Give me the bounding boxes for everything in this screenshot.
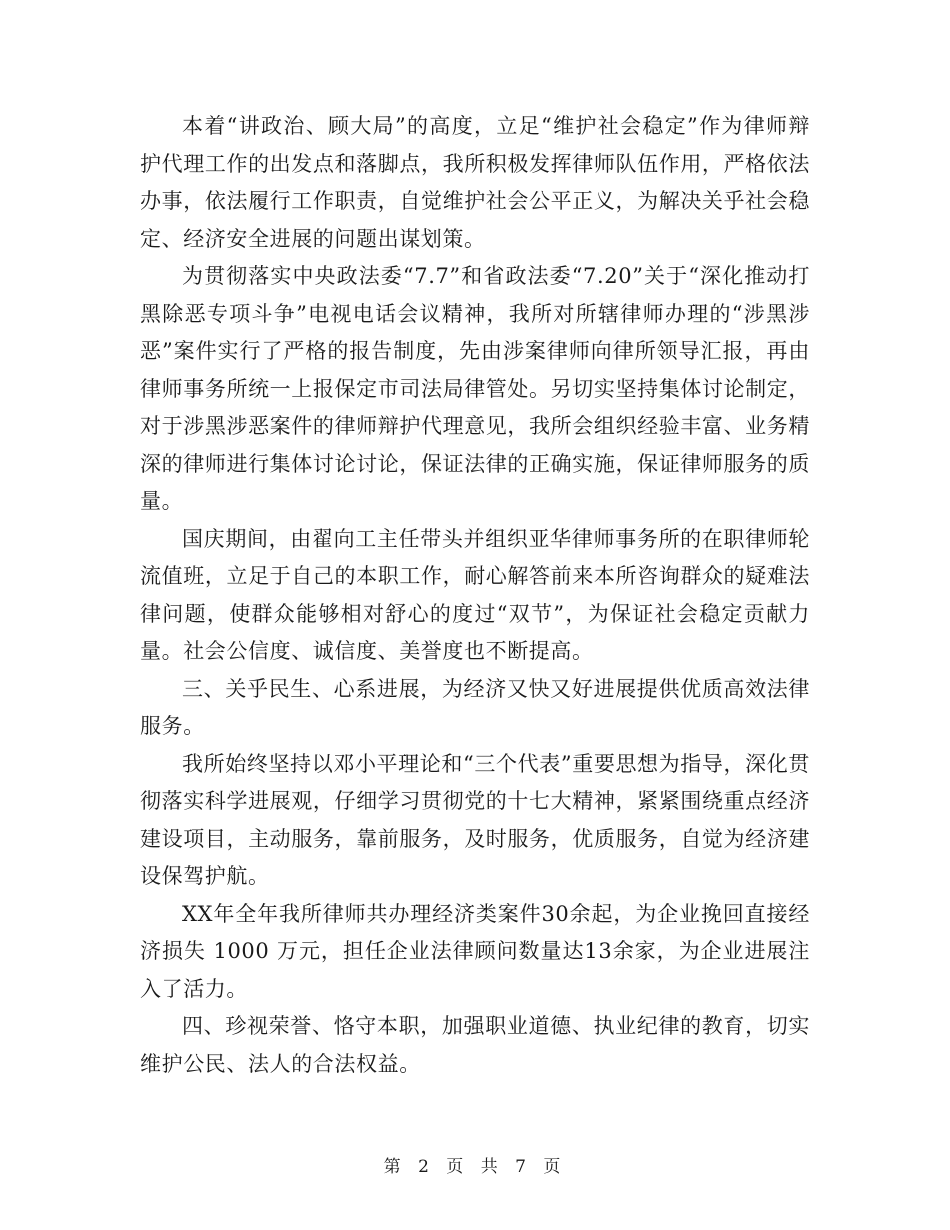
document-body	[140, 108, 810, 1083]
paragraph-4: 我所始终坚持以邓小平理论和“三个代表”重要思想为指导，深化贯彻落实科学进展观，仔细学习贯彻党的十七大精神，紧紧围绕重点经济建设项目，主动服务，靠前服务，及时服务，优质服务，自觉为经济建设保驾护航。	[140, 751, 810, 888]
paragraph-1: 本着“讲政治、顾大局”的高度，立足“维护社会稳定”作为律师辩护代理工作的出发点和落脚点，我所积极发挥律师队伍作用，严格依法办事，依法履行工作职责，自觉维护社会公平正义，为解决关乎社会稳定、经济安全进展的问题出谋划策。	[140, 114, 810, 251]
paragraph-2: 为贯彻落实中央政法委“7.7”和省政法委“7.20”关于“深化推动打黑除恶专项斗争”电视电话会议精神，我所对所辖律师办理的“涉黑涉恶”案件实行了严格的报告制度，先由涉案律师向律所领导汇报，再由律师事务所统一上报保定市司法局律管处。另切实坚持集体讨论制定，对于涉黑涉恶案件的律师辩护代理意见，我所会组织经验丰富、业务精深的律师进行集体讨论讨论，保证法律的正确实施，保证律师服务的质量。	[140, 264, 810, 513]
page-footer: 第 2 页 共 7 页	[383, 1157, 567, 1177]
paragraph-5: XX年全年我所律师共办理经济类案件30余起，为企业挽回直接经济损失 1000 万元，担任企业法律顾问数量达13余家，为企业进展注入了活力。	[140, 901, 810, 1001]
paragraph-3: 国庆期间，由翟向工主任带头并组织亚华律师事务所的在职律师轮流值班，立足于自己的本职工作，耐心解答前来本所咨询群众的疑难法律问题，使群众能够相对舒心的度过“双节”，为保证社会稳定贡献力量。社会公信度、诚信度、美誉度也不断提高。	[140, 526, 810, 663]
section-heading-3: 三、关乎民生、心系进展，为经济又快又好进展提供优质高效法律服务。	[140, 676, 810, 738]
section-heading-4: 四、珍视荣誉、恪守本职，加强职业道德、执业纪律的教育，切实维护公民、法人的合法权益。	[140, 1014, 810, 1076]
